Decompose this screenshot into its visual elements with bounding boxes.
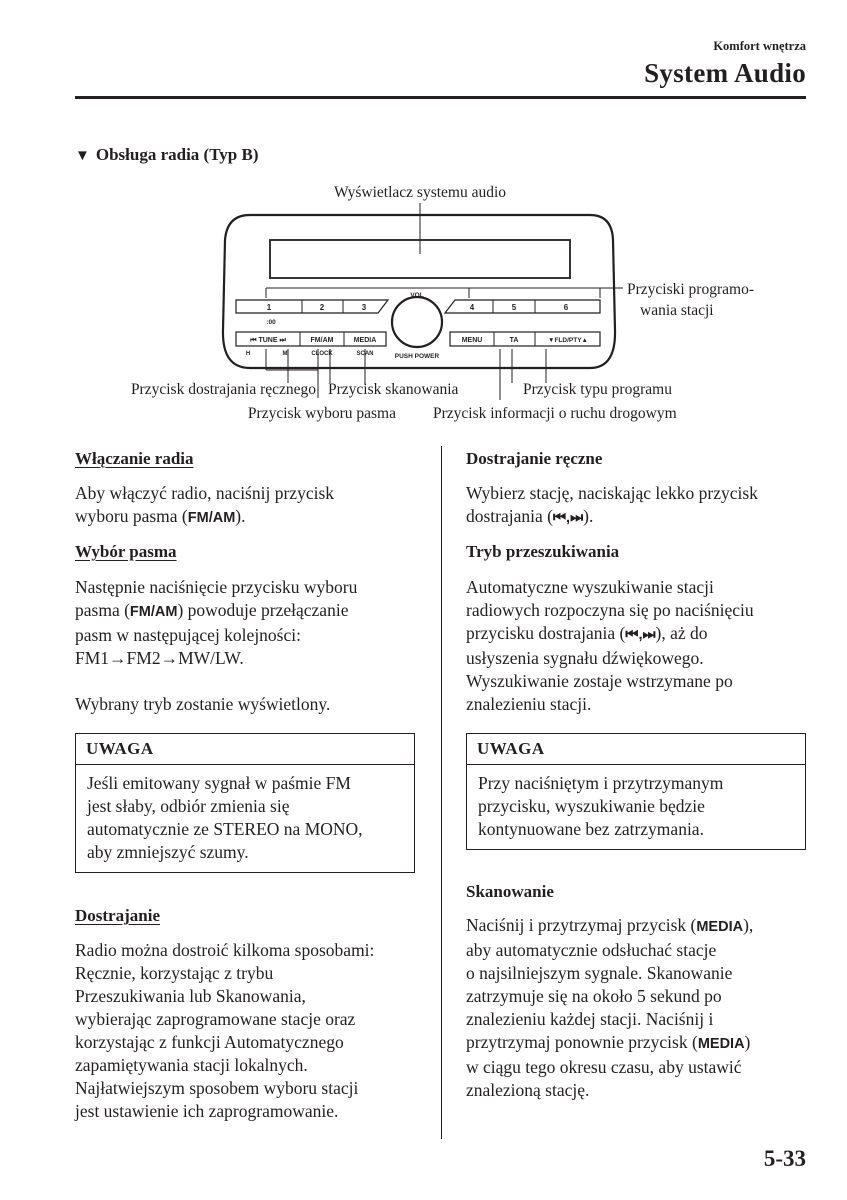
note-box-right [466, 733, 806, 850]
display-callout: Wyświetlacz systemu audio [333, 184, 507, 201]
band-line1: Następnie naciśnięcie przycisku wyboru [75, 577, 358, 597]
fmam-inline-label: FM/AM [187, 510, 236, 526]
band-select-callout: Przycisk wyboru pasma [247, 405, 396, 422]
seek-line: Wyszukiwanie zostaje wstrzymane po [466, 671, 733, 691]
tune-inline-icons: ⏮,⏭ [552, 510, 584, 526]
tuning-line: Przeszukiwania lub Skanowania, [75, 986, 306, 1006]
radio-on-line2b: ). [235, 506, 246, 526]
left-column [75, 447, 415, 470]
radio-on-heading: Włączanie radia [75, 449, 194, 468]
manual-line1: Wybierz stację, naciskając lekko przycisk [466, 483, 758, 503]
page-title: System Audio [644, 58, 806, 88]
manual-tuning-paragraph [466, 482, 806, 530]
note-line: kontynuowane bez zatrzymania. [478, 819, 704, 839]
scan-line: zatrzymuje się na około 5 sekund po [466, 986, 722, 1006]
seek-line: znalezieniu stacji. [466, 694, 592, 714]
preset-callout-line1: Przyciski programo- [627, 281, 754, 298]
note-body [76, 765, 414, 872]
media-inline-label-2: MEDIA [697, 1036, 745, 1052]
seek-line: usłyszenia sygnału dźwiękowego. [466, 648, 704, 668]
tuning-heading: Dostrajanie [75, 906, 160, 925]
band-line2b: ) powoduje przełączanie [177, 600, 349, 620]
scan-callout: Przycisk skanowania [328, 381, 459, 398]
band-displayed-text: Wybrany tryb zostanie wyświetlony. [75, 694, 331, 714]
volume-knob [392, 297, 442, 347]
radio-on-line2a: wyboru pasma ( [75, 506, 188, 526]
manual-line2a: dostrajania ( [466, 506, 553, 526]
note-line: przycisku, wyszukiwanie będzie [478, 796, 705, 816]
seek-heading: Tryb przeszukiwania [466, 542, 620, 561]
note-line: Przy naciśniętym i przytrzymanym [478, 773, 724, 793]
program-type-callout: Przycisk typu programu [523, 381, 672, 398]
fld-pty-button[interactable]: ▼FLD/PTY▲ [548, 337, 588, 344]
vol-label: VOL [410, 292, 424, 299]
scan-line: aby automatycznie odsłuchać stacje [466, 940, 717, 960]
subsection-title: Obsługa radia (Typ B) [95, 145, 259, 164]
scan-heading: Skanowanie [466, 882, 554, 901]
band-line2a: pasma ( [75, 600, 130, 620]
media-button[interactable]: MEDIA [353, 337, 377, 344]
tuning-line: Ręcznie, korzystając z trybu [75, 963, 274, 983]
tuning-line: zapamiętywania stacji lokalnych. [75, 1055, 308, 1075]
colon-label: :00 [266, 319, 276, 326]
preset-callout-line2: wania stacji [640, 302, 714, 319]
tuning-line: korzystając z funkcji Automatycznego [75, 1032, 344, 1052]
tuning-paragraph [75, 939, 425, 1123]
tune-button[interactable]: ⏮ TUNE ⏭ [250, 337, 286, 344]
seek-line: radiowych rozpoczyna się po naciśnięciu [466, 600, 754, 620]
manual-line2b: ). [583, 506, 594, 526]
column-divider [441, 446, 442, 1139]
scan-label: SCAN [356, 351, 374, 357]
scan-paragraph [466, 914, 811, 1102]
fmam-button[interactable]: FM/AM [310, 337, 334, 344]
scan-line: przytrzymaj ponownie przycisk ( [466, 1032, 698, 1052]
preset-button-3[interactable]: 3 [361, 303, 367, 312]
menu-button[interactable]: MENU [461, 337, 483, 344]
note-body [467, 765, 805, 849]
preset-button-6[interactable]: 6 [563, 303, 569, 312]
radio-diagram [0, 0, 847, 440]
scan-line: ) [744, 1032, 751, 1052]
note-line: aby zmniejszyć szumy. [87, 842, 249, 862]
ta-button[interactable]: TA [509, 337, 519, 344]
traffic-info-callout: Przycisk informacji o ruchu drogowym [433, 405, 677, 422]
note-line: jest słaby, odbiór zmienia się [87, 796, 290, 816]
preset-button-4[interactable]: 4 [469, 303, 475, 312]
media-inline-label: MEDIA [696, 919, 744, 935]
triangle-down-icon: ▼ [75, 148, 90, 164]
preset-button-2[interactable]: 2 [319, 303, 325, 312]
preset-button-1[interactable]: 1 [266, 303, 272, 312]
push-power-label: PUSH POWER [394, 353, 440, 360]
scan-line: o najsilniejszym sygnale. Skanowanie [466, 963, 733, 983]
tune-h-label: H [245, 351, 251, 357]
tuning-line: Radio można dostroić kilkoma sposobami: [75, 940, 375, 960]
scan-line: ), [743, 915, 754, 935]
note-line: automatycznie ze STEREO na MONO, [87, 819, 363, 839]
fmam-inline-label-2: FM/AM [129, 604, 178, 620]
scan-line: w ciągu tego okresu czasu, aby ustawić [466, 1057, 742, 1077]
section-label: Komfort wnętrza [713, 39, 806, 53]
tune-m-label: M [282, 351, 288, 357]
scan-line: znalezieniu każdej stacji. Naciśnij i [466, 1009, 714, 1029]
tune-inline-icons-2: ⏮,⏭ [625, 627, 656, 643]
page-number: 5-33 [763, 1146, 806, 1171]
note-box-left [75, 733, 415, 873]
scan-line: Naciśnij i przytrzymaj przycisk ( [466, 915, 697, 935]
band-paragraph [75, 576, 415, 670]
tuning-line: wybierając zaprogramowane stacje oraz [75, 1009, 356, 1029]
seek-line: ), aż do [655, 623, 708, 643]
band-line4: FM1→FM2→MW/LW. [75, 648, 244, 668]
tuning-line: jest ustawienie ich zaprogramowanie. [75, 1101, 339, 1121]
note-title: UWAGA [76, 734, 414, 765]
manual-tuning-heading: Dostrajanie ręczne [466, 449, 603, 468]
note-line: Jeśli emitowany sygnał w paśmie FM [87, 773, 351, 793]
clock-label: CLOCK [311, 351, 333, 357]
note-title: UWAGA [467, 734, 805, 765]
seek-paragraph [466, 576, 806, 716]
band-heading: Wybór pasma [75, 542, 177, 561]
manual-tuning-callout: Przycisk dostrajania ręcznego [130, 381, 316, 398]
radio-on-line1: Aby włączyć radio, naciśnij przycisk [75, 483, 335, 503]
preset-button-5[interactable]: 5 [511, 303, 517, 312]
scan-line: znalezioną stację. [466, 1080, 590, 1100]
seek-line: przycisku dostrajania ( [466, 623, 626, 643]
radio-on-paragraph [75, 482, 415, 530]
tuning-line: Najłatwiejszym sposobem wyboru stacji [75, 1078, 359, 1098]
seek-line: Automatyczne wyszukiwanie stacji [466, 577, 714, 597]
band-line3: pasm w następującej kolejności: [75, 625, 301, 645]
